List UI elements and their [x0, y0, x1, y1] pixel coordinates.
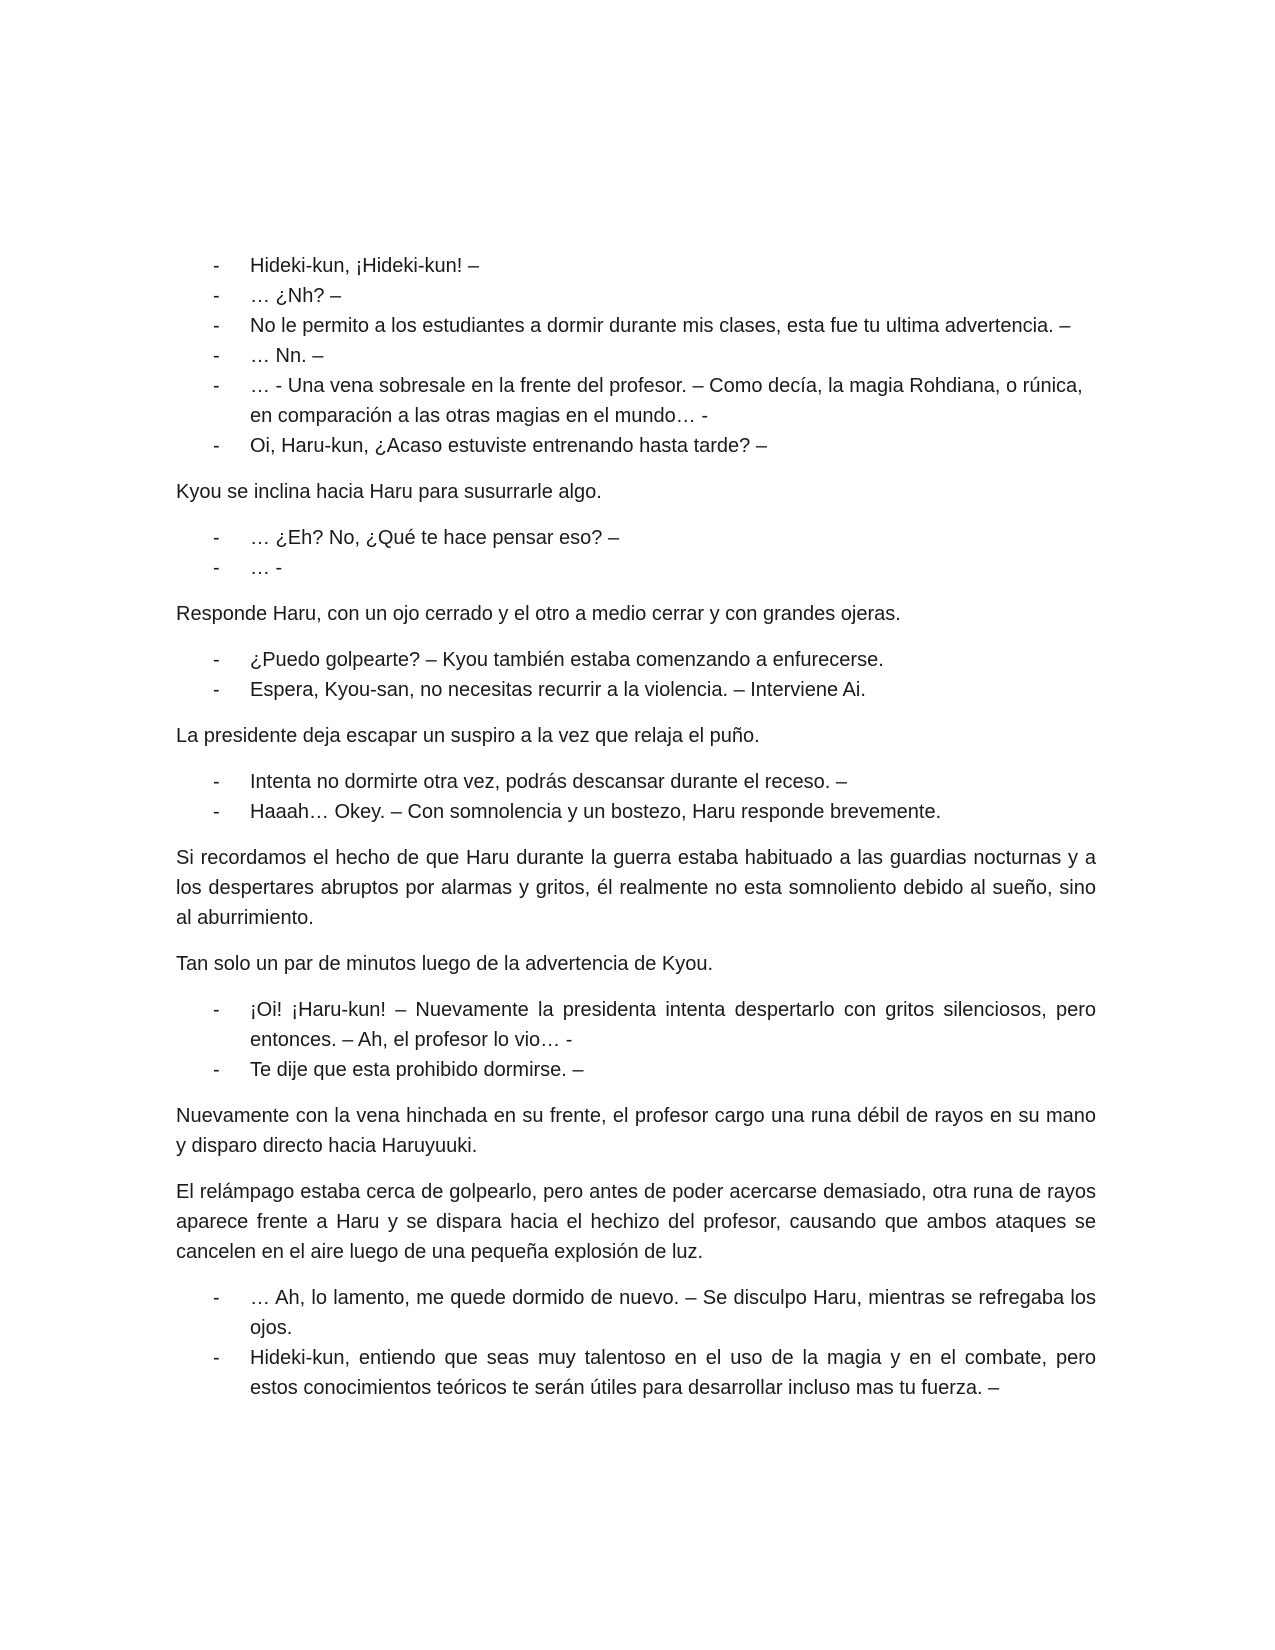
dialogue-line [176, 767, 1096, 797]
dash-marker: - [213, 285, 220, 307]
dash-marker: - [213, 1347, 220, 1369]
dialogue-text: Oi, Haru-kun, ¿Acaso estuviste entrenando hasta tarde? – [250, 435, 767, 457]
dialogue-list [176, 767, 1096, 827]
dialogue-line [176, 675, 1096, 705]
dialogue-list [176, 251, 1096, 461]
dash-marker: - [213, 1287, 220, 1309]
dash-marker: - [213, 1059, 220, 1081]
dialogue-line [176, 645, 1096, 675]
dialogue-text: … ¿Nh? – [250, 285, 342, 307]
dialogue-line [176, 341, 1096, 371]
dialogue-line [176, 1343, 1096, 1403]
dialogue-text: … Ah, lo lamento, me quede dormido de nuevo. – Se disculpo Haru, mientras se refregaba los ojos. [250, 1287, 1096, 1339]
dash-marker: - [213, 771, 220, 793]
dialogue-line [176, 553, 1096, 583]
narration-paragraph: Si recordamos el hecho de que Haru durante la guerra estaba habituado a las guardias nocturnas y a los despertares abruptos por alarmas y gritos, él realmente no esta somnoliento debido al sueño, sino al aburrimiento. [176, 847, 1096, 929]
dash-marker: - [213, 255, 220, 277]
dash-marker: - [213, 435, 220, 457]
dialogue-line [176, 1055, 1096, 1085]
dialogue-list [176, 1283, 1096, 1403]
dialogue-text: Hideki-kun, ¡Hideki-kun! – [250, 255, 479, 277]
dash-marker: - [213, 999, 220, 1021]
dash-marker: - [213, 527, 220, 549]
dialogue-line [176, 523, 1096, 553]
dialogue-line [176, 431, 1096, 461]
dialogue-list [176, 645, 1096, 705]
dialogue-text: Espera, Kyou-san, no necesitas recurrir a la violencia. – Interviene Ai. [250, 679, 866, 701]
dialogue-line [176, 311, 1096, 341]
dialogue-text: … Nn. – [250, 345, 324, 367]
dash-marker: - [213, 315, 220, 337]
narration-paragraph: Tan solo un par de minutos luego de la advertencia de Kyou. [176, 953, 714, 975]
narration-paragraph: Responde Haru, con un ojo cerrado y el otro a medio cerrar y con grandes ojeras. [176, 603, 901, 625]
dash-marker: - [213, 801, 220, 823]
narration-paragraph: Kyou se inclina hacia Haru para susurrarle algo. [176, 481, 602, 503]
dash-marker: - [213, 375, 220, 397]
narration-paragraph: La presidente deja escapar un suspiro a la vez que relaja el puño. [176, 725, 760, 747]
dash-marker: - [213, 345, 220, 367]
dialogue-line [176, 251, 1096, 281]
dialogue-text: Te dije que esta prohibido dormirse. – [250, 1059, 584, 1081]
dialogue-line [176, 281, 1096, 311]
dialogue-text: Intenta no dormirte otra vez, podrás descansar durante el receso. – [250, 771, 848, 793]
dialogue-line [176, 371, 1096, 431]
dialogue-text: Haaah… Okey. – Con somnolencia y un bostezo, Haru responde brevemente. [250, 801, 942, 823]
dash-marker: - [213, 649, 220, 671]
dialogue-text: … - Una vena sobresale en la frente del profesor. – Como decía, la magia Rohdiana, o rúnica, en comparación a las otras magias en el mundo… - [250, 375, 1083, 427]
narration-paragraph: Nuevamente con la vena hinchada en su frente, el profesor cargo una runa débil de rayos en su mano y disparo directo hacia Haruyuuki. [176, 1105, 1096, 1157]
document-body [176, 251, 1096, 1403]
dialogue-text: … - [250, 557, 283, 579]
dash-marker: - [213, 679, 220, 701]
dialogue-text: No le permito a los estudiantes a dormir durante mis clases, esta fue tu ultima advertencia. – [250, 315, 1071, 337]
dash-marker: - [213, 557, 220, 579]
dialogue-list [176, 995, 1096, 1085]
dialogue-text: Hideki-kun, entiendo que seas muy talentoso en el uso de la magia y en el combate, pero estos conocimientos teóricos te serán útiles para desarrollar incluso mas tu fuerza. – [250, 1347, 1096, 1399]
narration-paragraph: El relámpago estaba cerca de golpearlo, pero antes de poder acercarse demasiado, otra runa de rayos aparece frente a Haru y se dispara hacia el hechizo del profesor, causando que ambos ataques se cancelen en el aire luego de una pequeña explosión de luz. [176, 1181, 1096, 1263]
dialogue-line [176, 1283, 1096, 1343]
dialogue-line [176, 797, 1096, 827]
dialogue-list [176, 523, 1096, 583]
dialogue-text: ¿Puedo golpearte? – Kyou también estaba comenzando a enfurecerse. [250, 649, 884, 671]
dialogue-line [176, 995, 1096, 1055]
dialogue-text: … ¿Eh? No, ¿Qué te hace pensar eso? – [250, 527, 620, 549]
dialogue-text: ¡Oi! ¡Haru-kun! – Nuevamente la presidenta intenta despertarlo con gritos silenciosos, pero entonces. – Ah, el profesor lo vio… - [250, 999, 1096, 1051]
